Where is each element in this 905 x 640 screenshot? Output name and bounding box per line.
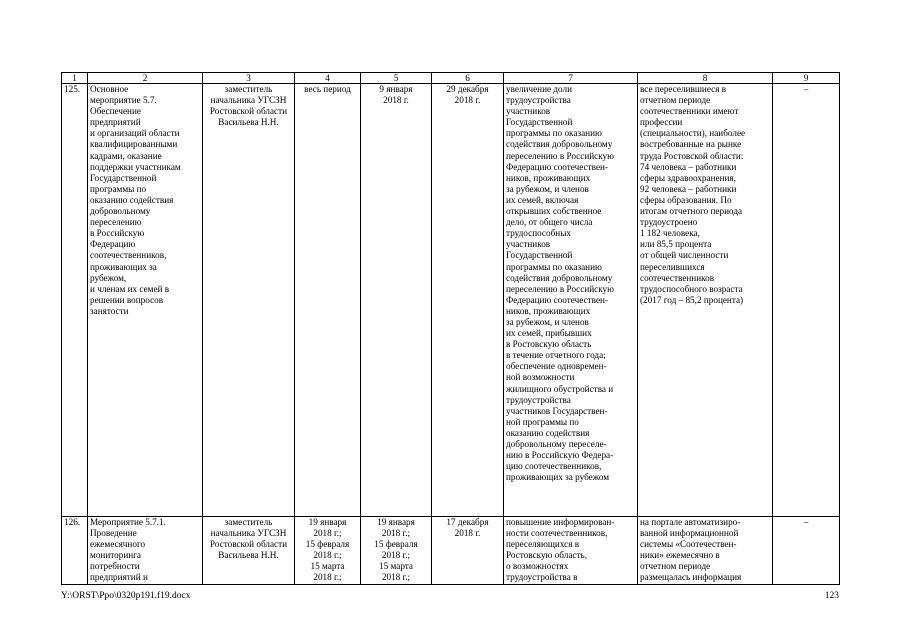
column-number: 6 [432,73,504,84]
column-number: 5 [361,73,432,84]
measure-name: Основное мероприятие 5.7. Обеспечение предприятий и организаций области квалифицированными кадрами, оказание поддержки участникам Государственной программы по оказанию содействия добровольному переселению в Российскую Федерацию соотечественников, проживающих за рубежом, и членам их семей в решении вопросов занятости [88,84,203,517]
row-number: 125. [62,84,88,517]
column-number: 9 [773,73,840,84]
column-number: 7 [504,73,638,84]
start-date: 9 января 2018 г. [361,84,432,517]
report-table [61,72,840,585]
table-row [62,84,840,517]
start-date: 19 января 2018 г.; 15 февраля 2018 г.; 15 марта 2018 г.; [361,517,432,585]
expected-result: увеличение доли трудоустройства участников Государственной программы по оказанию содействия добровольному переселению в Российскую Федерацию соотечествен- ников, проживающих за рубежом, и членов их семей, включая открывших собственное дело, от общего числа трудоспособных участников Государственной программы по оказанию содействия добровольному переселению в Российскую Федерацию соотечествен- ников, проживающих за рубежом, и членов их семей, прибывших в Ростовскую область в течение отчетного года; обеспечение одновремен- ной возможности жилищного обустройства и трудоустройства участников Государствен- ной программы по оказанию содействия добровольному переселе- нию в Российскую Федера- цию соотечественников, проживающих за рубежом [504,84,638,517]
planned-period: весь период [295,84,361,517]
column-number-row [62,73,840,84]
measure-name: Мероприятие 5.7.1. Проведение ежемесячного мониторинга потребности предприятий и [88,517,203,585]
actual-result: на портале автоматизиро- ванной информационной системы «Соотечествен- ники» ежемесячно в отчетном периоде размещалась информация [638,517,773,585]
end-date: 29 декабря 2018 г. [432,84,504,517]
row-number: 126. [62,517,88,585]
column-number: 1 [62,73,88,84]
expected-result: повышение информирован- ности соотечественников, переселяющихся в Ростовскую область, о возможностях трудоустройства в [504,517,638,585]
page-number: 123 [824,591,839,601]
responsible-person: заместитель начальника УГСЗН Ростовской области Васильева Н.Н. [203,84,295,517]
file-path: Y:\ORST\Ppo\0320p191.f19.docx [61,591,191,601]
note: – [773,517,840,585]
actual-result: все переселившиеся в отчетном периоде соотечественники имеют профессии (специальности), наиболее востребованные на рынке труда Ростовской области: 74 человека – работники сферы здравоохранения, 92 человека – работники сферы образования. По итогам отчетного периода трудоустроено 1 182 человека, или 85,5 процента от общей численности переселившихся соотечественников трудоспособного возраста (2017 год – 85,2 процента) [638,84,773,517]
table-row [62,517,840,585]
column-number: 4 [295,73,361,84]
responsible-person: заместитель начальника УГСЗН Ростовской области Васильева Н.Н. [203,517,295,585]
column-number: 3 [203,73,295,84]
end-date: 17 декабря 2018 г. [432,517,504,585]
note: – [773,84,840,517]
column-number: 8 [638,73,773,84]
column-number: 2 [88,73,203,84]
planned-period: 19 января 2018 г.; 15 февраля 2018 г.; 15 марта 2018 г.; [295,517,361,585]
